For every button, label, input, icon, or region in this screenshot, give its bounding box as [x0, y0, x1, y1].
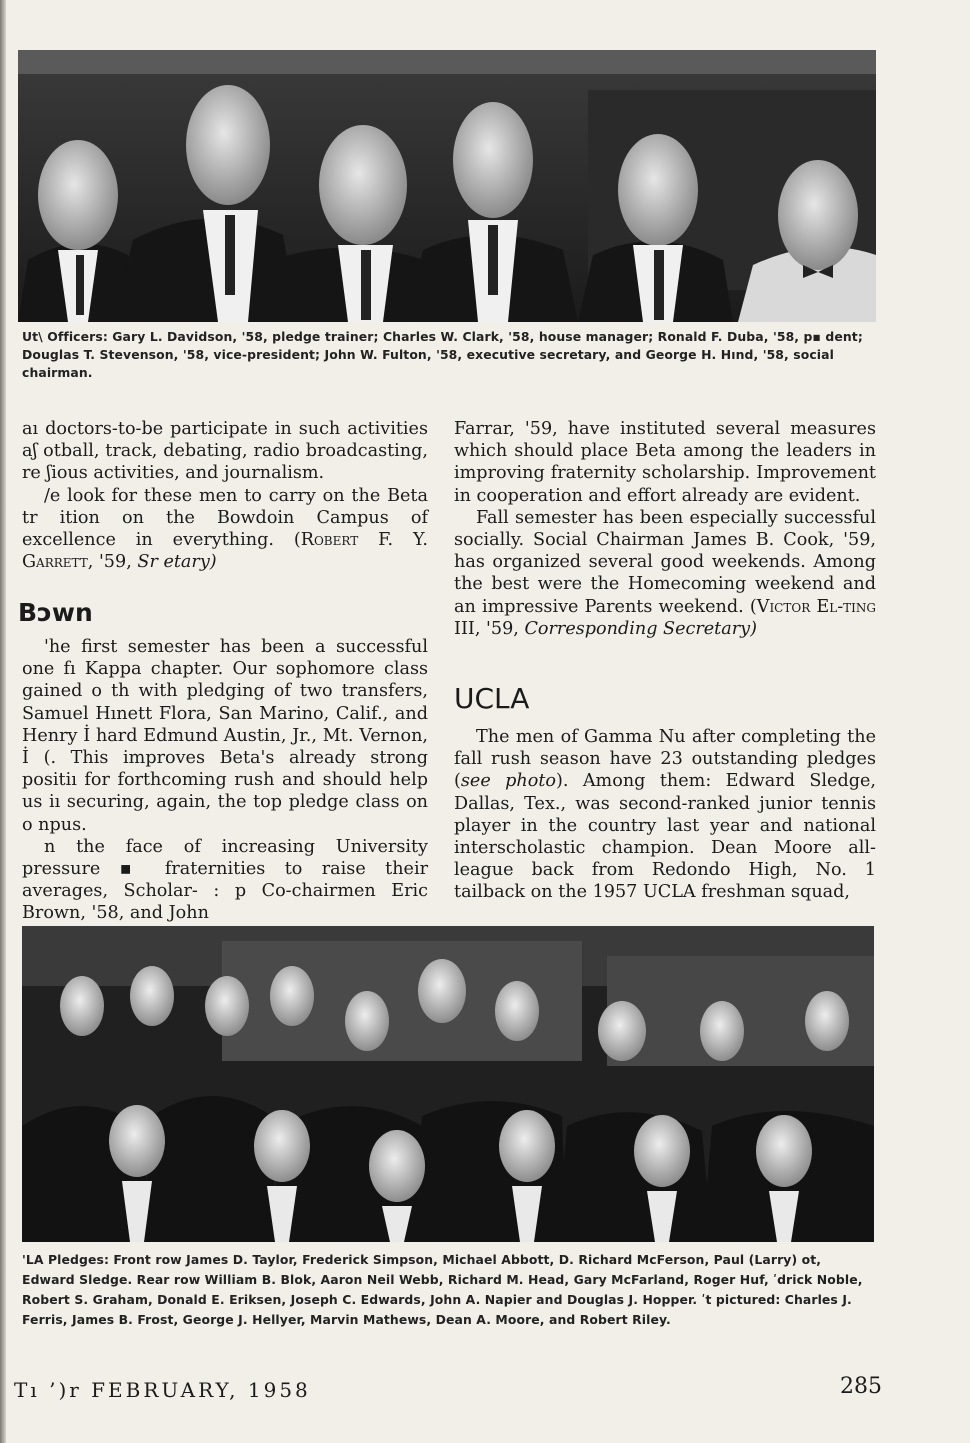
right-column-ucla — [454, 726, 876, 904]
officers-photo — [18, 50, 876, 322]
left-paragraph-3: 'he first semester has been a successful one fı Kappa chapter. Our sophomore class gained o th with pledging of two transfers, Samuel Hınett Flora, San Marino, Calif., and Henry İ hard Edmund Austin, Jr., Mt. Vernon, İ (. This improves Beta's already strong positiı for forthcoming rush and should help us iı securing, again, the top pledge class on o npus. — [22, 637, 428, 835]
author-garrett: Robert F. Y. Garrett — [22, 530, 428, 573]
author-elting: Victor El-ting III — [454, 596, 876, 639]
pledges-caption: 'LA Pledges: Front row James D. Taylor, Frederick Simpson, Michael Abbott, D. Richard McFerson, Paul (Larry) ot, Edward Sledge. Rear row William B. Blok, Aaron Neil Webb, Richard M. Head, Gary McFarland, Roger Huf, ʹdrick Noble, Robert S. Graham, Donald E. Eriksen, Joseph C. Edwards, John A. Napier and Douglas J. Hopper. ʹt pictured: Charles J. Ferris, James B. Frost, George J. Hellyer, Marvin Mathews, Dean A. Moore, and Robert Riley. — [22, 1252, 863, 1327]
left-paragraph-1: aı doctors-to-be participate in such activities aʃ otball, track, debating, radio broadcasting, re ʃious activities, and journalism. — [22, 419, 428, 484]
right-column — [454, 418, 876, 640]
footer-date: Tı ’)r FEBRUARY, 1958 — [14, 1378, 311, 1402]
right-paragraph-1: Farrar, '59, have instituted several measures which should place Beta among the leaders in improving fraternity scholarship. Improvement in cooperation and effort already are evident. — [454, 419, 876, 506]
ucla-heading: UCLA — [454, 682, 530, 715]
page-number: 285 — [840, 1374, 882, 1399]
left-column — [22, 418, 428, 573]
left-paragraph-2: /e look for these men to carry on the Beta tr ition on the Bowdoin Campus of excellence in everything. (Robert F. Y. Garrett, '59, Sr etary) — [22, 485, 428, 573]
book-spine — [0, 0, 6, 1443]
officers-caption: Ut\ Officers: Gary L. Davidson, '58, pledge trainer; Charles W. Clark, '58, house manager; Ronald F. Duba, '58, p▪ dent; Douglas T. Stevenson, '58, vice-president; John W. Fulton, '58, executive secretary, and George H. Hınd, '58, social chairman. — [22, 329, 863, 380]
right-paragraph-2: Fall semester has been especially successful socially. Social Chairman James B. Cook, '59, has organized several good weekends. Among the best were the Homecoming weekend and an impressive Parents weekend. (Victor El-ting III, '59, Corresponding Secretary) — [454, 507, 876, 639]
left-paragraph-4: n the face of increasing University pressure ▪ fraternities to raise their averages, Scholar- : p Co-chairmen Eric Brown, '58, and John — [22, 836, 428, 924]
left-column-brown — [22, 636, 428, 925]
pledges-photo — [22, 926, 874, 1242]
right-paragraph-3: The men of Gamma Nu after completing the fall rush season have 23 outstanding pledges (see photo). Among them: Edward Sledge, Dallas, Tex., was second-ranked junior tennis player in the country last year and national interscholastic champion. Dean Moore all-league back from Redondo High, No. 1 tailback on the 1957 UCLA freshman squad, — [454, 727, 876, 903]
brown-heading: Bɔwn — [18, 598, 93, 627]
